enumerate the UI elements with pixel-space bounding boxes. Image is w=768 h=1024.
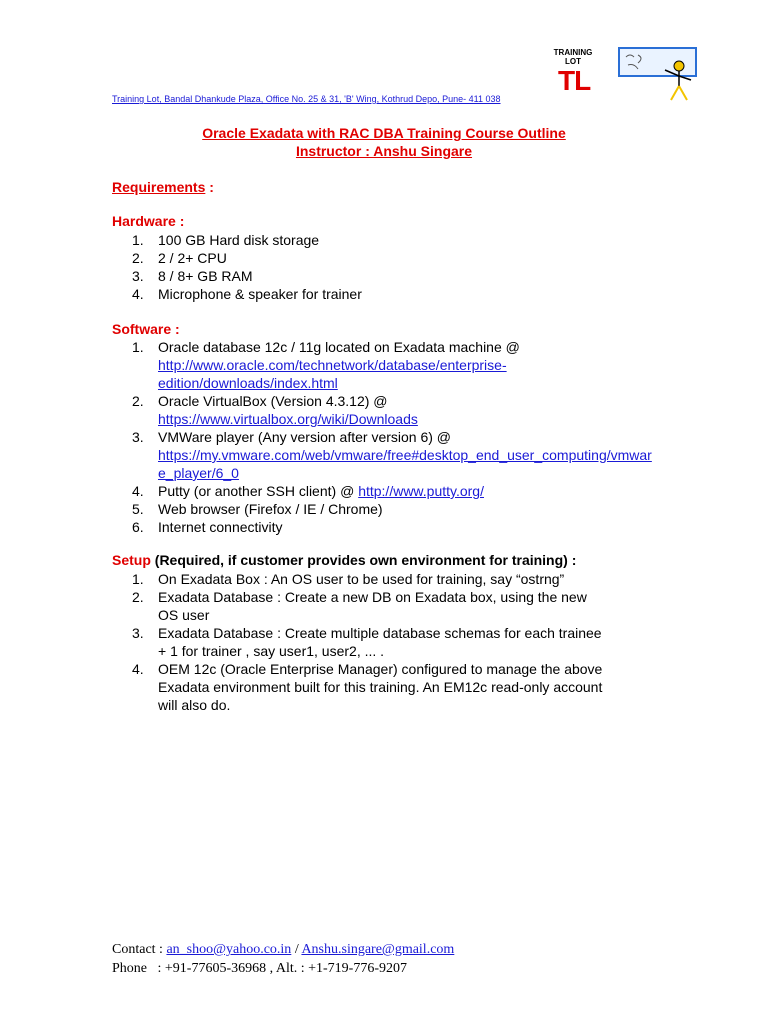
setup-list — [112, 570, 672, 714]
logo-text-top: TRAINING — [553, 48, 593, 57]
email-gmail-link[interactable]: Anshu.singare@gmail.com — [301, 942, 455, 957]
list-item: 3. Exadata Database : Create multiple database schemas for each trainee + 1 for trainer , say user1, user2, ... . — [132, 625, 602, 659]
course-title: Oracle Exadata with RAC DBA Training Course Outline — [202, 125, 566, 141]
phone-line — [112, 961, 407, 977]
virtualbox-download-link[interactable]: https://www.virtualbox.org/wiki/Downloads — [158, 411, 418, 427]
hardware-item-text: 8 / 8+ GB RAM — [158, 268, 253, 284]
software-item-text: Web browser (Firefox / IE / Chrome) — [158, 501, 383, 517]
software-heading: Software : — [112, 321, 180, 337]
contact-separator: / — [291, 942, 302, 957]
list-item: 4. Microphone & speaker for trainer — [132, 286, 362, 302]
list-item: 2. 2 / 2+ CPU — [132, 250, 227, 266]
putty-download-link[interactable]: http://www.putty.org/ — [358, 483, 484, 499]
setup-heading-note: (Required, if customer provides own environment for training) : — [150, 552, 577, 568]
requirements-heading — [112, 179, 214, 195]
list-item: 5. Web browser (Firefox / IE / Chrome) — [132, 501, 383, 517]
list-item: 2. Oracle VirtualBox (Version 4.3.12) @ https://www.virtualbox.org/wiki/Downloads — [132, 393, 418, 427]
setup-item-text: Exadata Database : Create multiple database schemas for each trainee + 1 for trainer , say user1, user2, ... . — [158, 625, 602, 659]
phone-label: Phone — [112, 961, 147, 976]
list-item: 1. Oracle database 12c / 11g located on Exadata machine @ http://www.oracle.com/technetwork/database/enterprise-edition/downloads/index.html — [112, 338, 672, 392]
hardware-item-text: 100 GB Hard disk storage — [158, 232, 320, 248]
setup-item-text: OEM 12c (Oracle Enterprise Manager) configured to manage the above Exadata environment built for this training. An EM12c read-only account will also do. — [158, 661, 603, 713]
list-item: 1. 100 GB Hard disk storage — [132, 232, 320, 248]
list-item: 6. Internet connectivity — [132, 519, 283, 535]
software-list — [112, 338, 672, 536]
setup-item-text: Exadata Database : Create a new DB on Exadata box, using the new OS user — [158, 589, 587, 623]
software-item-text: VMWare player (Any version after version 6) @ — [158, 429, 452, 445]
contact-line — [112, 942, 454, 958]
software-item-text: Putty (or another SSH client) @ — [158, 483, 359, 499]
list-item: 3. 8 / 8+ GB RAM — [132, 268, 253, 284]
setup-heading — [112, 552, 576, 568]
software-item-text: Oracle VirtualBox (Version 4.3.12) @ — [158, 393, 388, 409]
phone-value: : +91-77605-36968 , Alt. : +1-719-776-9207 — [147, 961, 407, 976]
list-item: 4. OEM 12c (Oracle Enterprise Manager) configured to manage the above Exadata environment built for this training. An EM12c read-only account will also do. — [132, 661, 603, 713]
hardware-heading: Hardware : — [112, 213, 185, 229]
instructor-title: Instructor : Anshu Singare — [295, 143, 473, 159]
oracle-download-link[interactable]: http://www.oracle.com/technetwork/database/enterprise-edition/downloads/index.html — [158, 357, 507, 391]
requirements-heading-text: Requirements — [112, 179, 206, 195]
list-item: 1. On Exadata Box : An OS user to be used for training, say “ostrng” — [132, 571, 565, 587]
setup-heading-label: Setup — [112, 552, 151, 568]
list-item: 2. Exadata Database : Create a new DB on Exadata box, using the new OS user — [132, 589, 587, 623]
vmware-download-link[interactable]: https://my.vmware.com/web/vmware/free#desktop_end_user_computing/vmware_player/6_0 — [158, 447, 652, 481]
software-item-text: Internet connectivity — [158, 519, 283, 535]
list-item: 3. VMWare player (Any version after version 6) @ https://my.vmware.com/web/vmware/free#desktop_end_user_computing/vmware_player/6_0 — [112, 428, 672, 482]
address-link[interactable]: Training Lot, Bandal Dhankude Plaza, Office No. 25 & 31, 'B' Wing, Kothrud Depo, Pune- 411 038 — [112, 94, 501, 104]
contact-label: Contact : — [112, 942, 167, 957]
hardware-list — [112, 231, 672, 303]
software-item-text: Oracle database 12c / 11g located on Exadata machine @ — [158, 339, 520, 355]
logo-text-bottom: LOT — [565, 57, 581, 66]
training-lot-logo — [553, 46, 699, 102]
requirements-heading-suffix: : — [205, 179, 214, 195]
setup-item-text: On Exadata Box : An OS user to be used for training, say “ostrng” — [158, 571, 565, 587]
list-item: 4. Putty (or another SSH client) @ http://www.putty.org/ — [132, 483, 484, 499]
email-yahoo-link[interactable]: an_shoo@yahoo.co.in — [166, 942, 292, 957]
hardware-item-text: 2 / 2+ CPU — [158, 250, 227, 266]
stick-figure-icon — [661, 58, 699, 104]
logo-mark: TL — [558, 65, 591, 96]
hardware-item-text: Microphone & speaker for trainer — [158, 286, 362, 302]
